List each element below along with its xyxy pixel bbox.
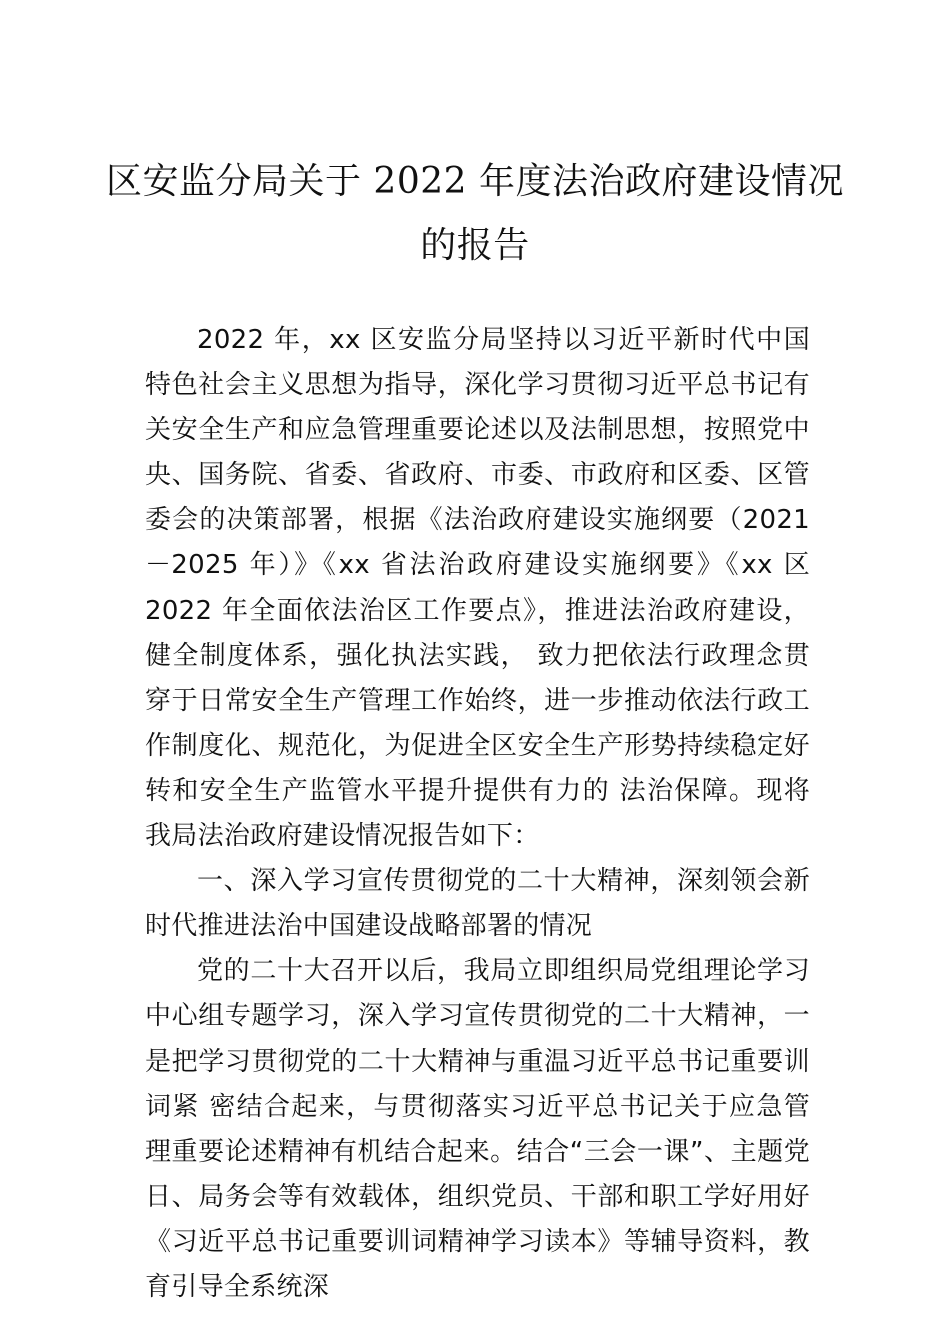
section-heading-1: 一、深入学习宣传贯彻党的二十大精神，深刻领会新时代推进法治中国建设战略部署的情况 [145,866,810,942]
document-title: 区安监分局关于 2022 年度法治政府建设情况的报告 [105,161,844,266]
intro-paragraph: 2022 年，xx 区安监分局坚持以习近平新时代中国特色社会主义思想为指导，深化学习贯彻习近平总书记有关安全生产和应急管理重要论述以及法制思想，按照党中央、国务院、省委、省政府、市委、市政府和区委、区管委会的决策部署，根据《法治政府建设实施纲要（2021－2025 年）》《xx 省法治政府建设实施纲要》《xx 区 2022 年全面依法治区工作要点》，推进法治政府建设，健全制度体系，强化执法实践， 致力把依法行政理念贯穿于日常安全生产管理工作始终，进一步推动依法行政工作制度化、规范化，为促进全区安全生产形势持续稳定好转和安全生产监管水平提升提供有力的 法治保障。现将我局法治政府建设情况报告如下： [145,325,810,852]
document-body [145,318,810,1310]
section-paragraph-1: 党的二十大召开以后，我局立即组织局党组理论学习中心组专题学习，深入学习宣传贯彻党的二十大精神，一是把学习贯彻党的二十大精神与重温习近平总书记重要训词紧 密结合起来，与贯彻落实习近平总书记关于应急管理重要论述精神有机结合起来。结合“三会一课”、主题党日、局务会等有效载体，组织党员、干部和职工学好用好《习近平总书记重要训词精神学习读本》等辅导资料，教育引导全系统深 [145,956,810,1302]
